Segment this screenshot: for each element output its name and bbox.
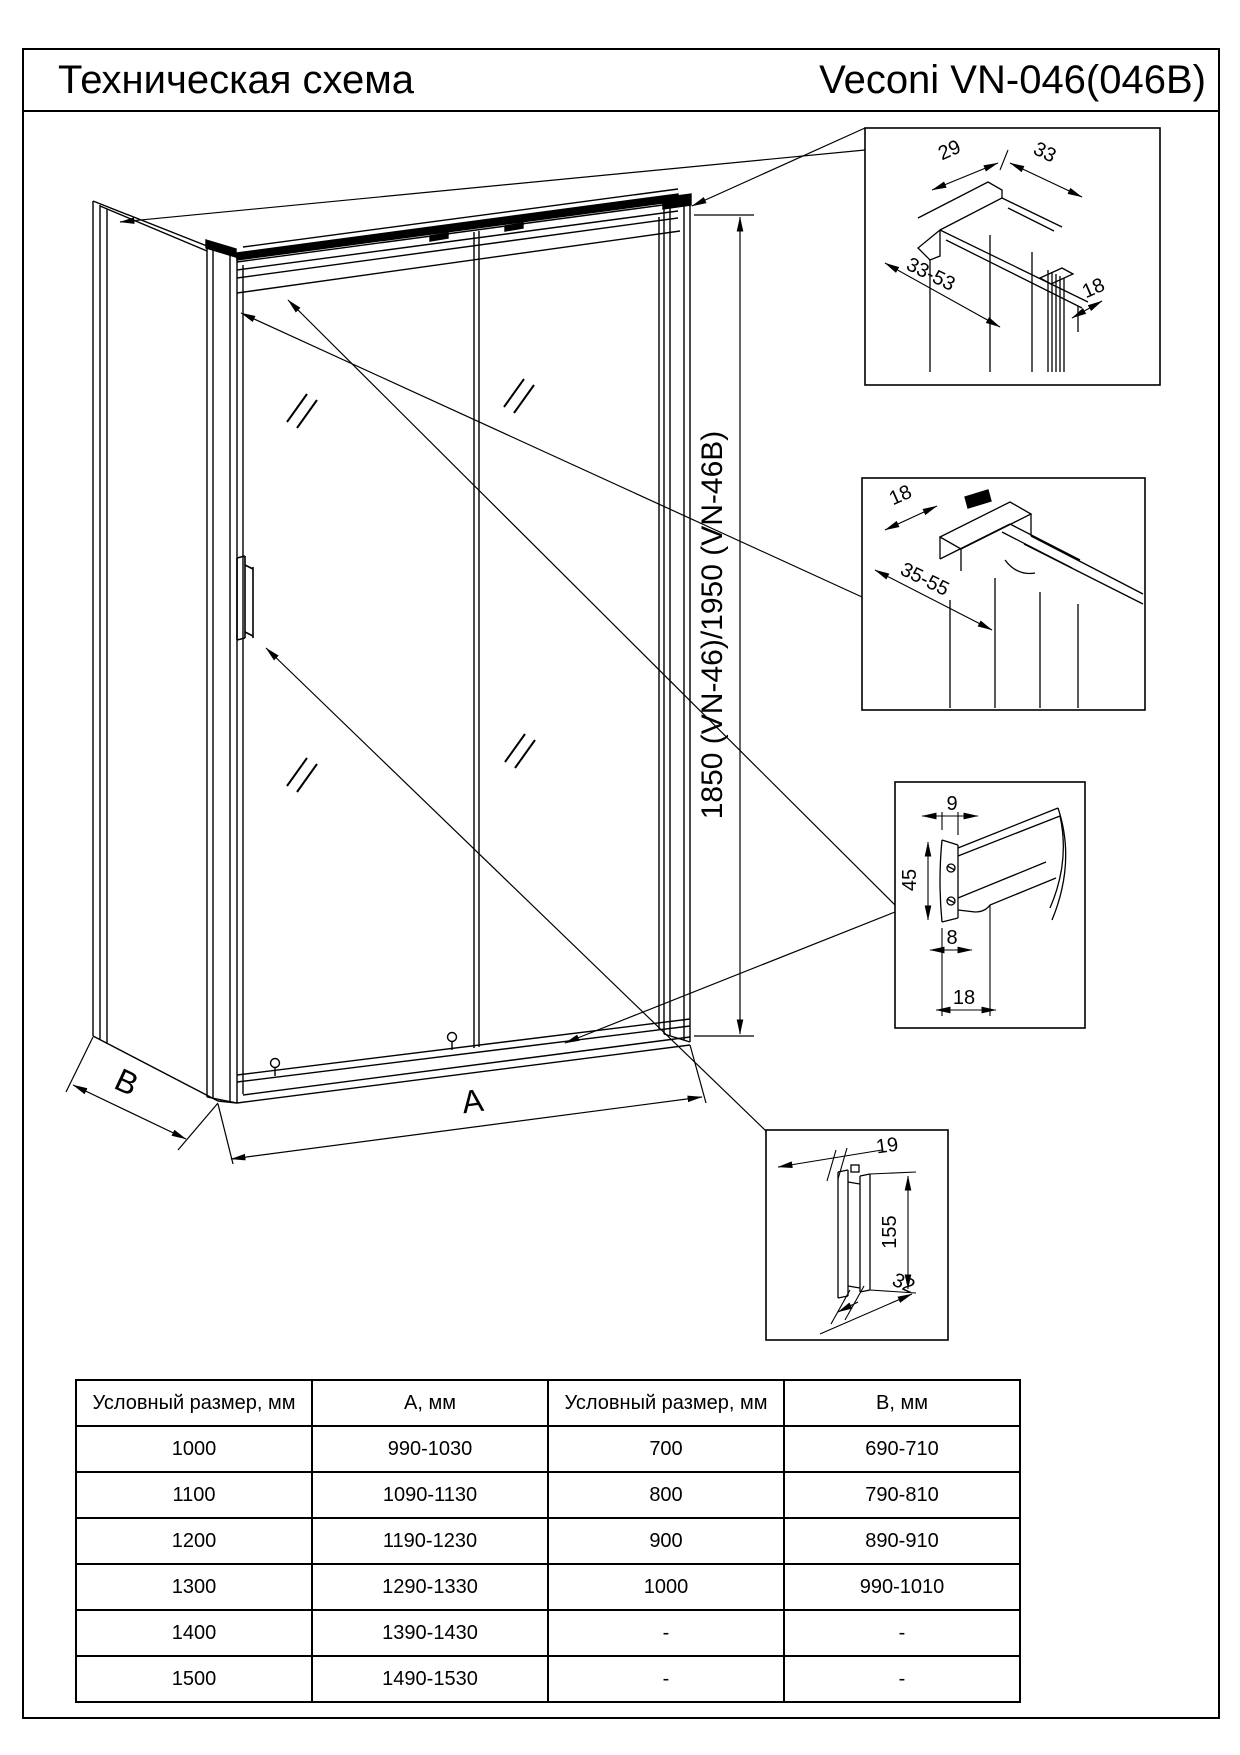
page-title: Техническая схема bbox=[58, 58, 415, 102]
dim-18-label: 18 bbox=[952, 987, 976, 1009]
height-dim-label: 1850 (VN-46)/1950 (VN-46B) bbox=[696, 430, 729, 820]
cell: 790-810 bbox=[784, 1472, 1020, 1518]
cell: 990-1010 bbox=[784, 1564, 1020, 1610]
dimension-depth-b bbox=[66, 1037, 218, 1150]
cell: 1090-1130 bbox=[312, 1472, 548, 1518]
width-dim-label: A bbox=[459, 1081, 486, 1121]
dim-8-label: 8 bbox=[946, 927, 958, 949]
cell: 1290-1330 bbox=[312, 1564, 548, 1610]
dim-19-label: 19 bbox=[874, 1133, 900, 1159]
dim-33-53-label: 33-53 bbox=[902, 253, 959, 296]
side-panel bbox=[93, 201, 218, 1101]
door-roller bbox=[448, 1033, 457, 1042]
table-row bbox=[76, 1656, 1020, 1702]
col-header: Условный размер, мм bbox=[76, 1380, 312, 1426]
glass-hatch-marks bbox=[287, 379, 535, 792]
table-row bbox=[76, 1472, 1020, 1518]
cell: 1190-1230 bbox=[312, 1518, 548, 1564]
dim-155-label: 155 bbox=[879, 1215, 901, 1249]
col-header: А, мм bbox=[312, 1380, 548, 1426]
detail-box-top-rail-profile bbox=[862, 478, 1145, 710]
right-wall-profile bbox=[663, 194, 691, 1042]
table-row bbox=[76, 1426, 1020, 1472]
cell: - bbox=[548, 1656, 784, 1702]
cell: 1500 bbox=[76, 1656, 312, 1702]
model-title: Veconi VN-046(046B) bbox=[819, 58, 1206, 102]
cell: 1000 bbox=[76, 1426, 312, 1472]
leader-top-profile-right bbox=[692, 128, 865, 206]
cell: 1100 bbox=[76, 1472, 312, 1518]
leader-top-rail bbox=[241, 313, 862, 597]
cell: 1490-1530 bbox=[312, 1656, 548, 1702]
cell: 900 bbox=[548, 1518, 784, 1564]
dim-9-label: 9 bbox=[946, 793, 958, 815]
glass-panels bbox=[243, 217, 659, 1094]
cell: 1400 bbox=[76, 1610, 312, 1656]
cell: 1200 bbox=[76, 1518, 312, 1564]
dim-18-label: 18 bbox=[885, 480, 916, 511]
leader-top-profile-left bbox=[120, 150, 865, 222]
cell: 1000 bbox=[548, 1564, 784, 1610]
dim-29-label: 29 bbox=[934, 135, 965, 166]
detail-box-handle bbox=[766, 1130, 948, 1340]
door-roller bbox=[271, 1059, 280, 1068]
table-header-row bbox=[76, 1380, 1020, 1426]
table-row bbox=[76, 1564, 1020, 1610]
col-header: В, мм bbox=[784, 1380, 1020, 1426]
leader-bottom-rail bbox=[565, 912, 895, 1043]
leader-bottom-rail-top bbox=[288, 300, 895, 905]
detail-box-bottom-rail-profile bbox=[895, 782, 1085, 1028]
cell: 700 bbox=[548, 1426, 784, 1472]
leader-handle bbox=[266, 648, 766, 1131]
depth-dim-label: B bbox=[109, 1061, 144, 1103]
bottom-rail bbox=[218, 1019, 690, 1103]
dim-18-label: 18 bbox=[1078, 273, 1109, 304]
dim-33-label: 33 bbox=[1029, 137, 1060, 168]
cell: - bbox=[784, 1610, 1020, 1656]
cell: 990-1030 bbox=[312, 1426, 548, 1472]
table-row bbox=[76, 1518, 1020, 1564]
cell: 890-910 bbox=[784, 1518, 1020, 1564]
shower-enclosure-view bbox=[93, 189, 691, 1103]
size-table bbox=[75, 1379, 1021, 1703]
door-handle bbox=[237, 556, 253, 640]
dim-45-label: 45 bbox=[899, 868, 921, 892]
dim-32-label: 32 bbox=[888, 1268, 919, 1299]
cell: - bbox=[548, 1610, 784, 1656]
left-profile-cap bbox=[206, 240, 236, 257]
table-row bbox=[76, 1610, 1020, 1656]
cell: 690-710 bbox=[784, 1426, 1020, 1472]
cell: - bbox=[784, 1656, 1020, 1702]
cell: 800 bbox=[548, 1472, 784, 1518]
detail-box-top-wall-profile bbox=[865, 128, 1160, 385]
col-header: Условный размер, мм bbox=[548, 1380, 784, 1426]
cell: 1300 bbox=[76, 1564, 312, 1610]
cell: 1390-1430 bbox=[312, 1610, 548, 1656]
dim-35-55-label: 35-55 bbox=[896, 558, 953, 601]
left-wall-profile bbox=[206, 240, 237, 1103]
